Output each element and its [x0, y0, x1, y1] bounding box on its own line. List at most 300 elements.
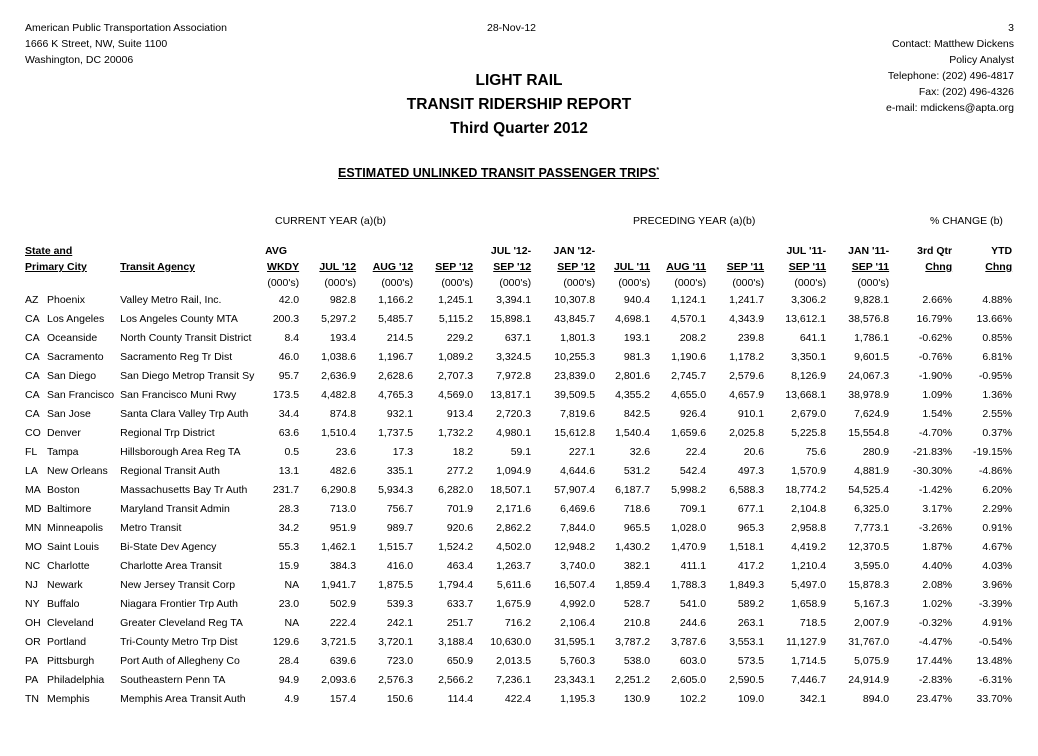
value-cell: 2,171.6 [496, 503, 532, 515]
value-cell: 15,898.1 [490, 313, 532, 325]
value-cell: 15,612.8 [554, 427, 596, 439]
value-cell: 15,878.3 [848, 579, 890, 591]
value-cell: 1,089.2 [438, 351, 474, 363]
table-row [22, 576, 1015, 595]
state-code: CA [25, 408, 40, 420]
value-cell: -30.30% [913, 465, 953, 477]
value-cell: 2,104.8 [791, 503, 827, 515]
value-cell: 1,518.1 [729, 541, 765, 553]
value-cell: 23.0 [278, 598, 300, 610]
city-name: San Jose [47, 408, 91, 420]
value-cell: 3,553.1 [729, 636, 765, 648]
value-cell: 13,817.1 [490, 389, 532, 401]
value-cell: 6,469.6 [560, 503, 596, 515]
state-code: TN [25, 693, 39, 705]
table-row [22, 557, 1015, 576]
value-cell: 3,394.1 [496, 294, 532, 306]
col-state-top: State and [25, 245, 73, 257]
value-cell: 5,225.8 [791, 427, 827, 439]
value-cell: 5,297.2 [321, 313, 357, 325]
city-name: Minneapolis [47, 522, 104, 534]
agency-cell: Santa Clara Valley Trp Auth [120, 408, 249, 420]
value-cell: 3,595.0 [854, 560, 890, 572]
col-state-bottom: Primary City [25, 261, 87, 273]
table-row [22, 614, 1015, 633]
value-cell: 4.9 [284, 693, 300, 705]
org-city: Washington, DC 20006 [25, 54, 134, 66]
value-cell: 102.2 [679, 693, 707, 705]
state-code: PA [25, 674, 39, 686]
table-row [22, 652, 1015, 671]
value-cell: 411.1 [680, 560, 707, 572]
contact-fax: Fax: (202) 496-4326 [918, 86, 1014, 98]
table-subtitle [338, 166, 659, 180]
state-code: CA [25, 332, 40, 344]
value-cell: 17.44% [916, 655, 953, 667]
value-cell: 502.9 [329, 598, 357, 610]
title-line-1: LIGHT RAIL [475, 72, 563, 89]
value-cell: 7,844.0 [560, 522, 596, 534]
value-cell: 1,430.2 [615, 541, 651, 553]
value-cell: 965.5 [623, 522, 651, 534]
value-cell: 7,773.1 [854, 522, 890, 534]
table-row [22, 291, 1015, 310]
city-name: Sacramento [47, 351, 104, 363]
value-cell: 2.29% [982, 503, 1013, 515]
agency-cell: Greater Cleveland Reg TA [120, 617, 243, 629]
state-code: CA [25, 389, 40, 401]
table-row [22, 462, 1015, 481]
value-cell: 1,658.9 [791, 598, 827, 610]
value-cell: 894.0 [862, 693, 890, 705]
agency-cell: Niagara Frontier Trp Auth [120, 598, 239, 610]
value-cell: 39,509.5 [554, 389, 596, 401]
city-name: San Francisco [47, 389, 115, 401]
col-jul11: JUL '11 [613, 261, 651, 273]
value-cell: 3,787.6 [671, 636, 707, 648]
table-row [22, 481, 1015, 500]
city-name: Boston [47, 484, 80, 496]
value-cell: 2.08% [922, 579, 953, 591]
value-cell: 639.6 [329, 655, 357, 667]
value-cell: 17.3 [392, 446, 414, 458]
state-code: PA [25, 655, 39, 667]
value-cell: 5,497.0 [791, 579, 827, 591]
value-cell: 15,554.8 [848, 427, 890, 439]
state-city-cell [22, 576, 117, 595]
value-cell: -0.62% [918, 332, 953, 344]
agency-cell: North County Transit District [120, 332, 252, 344]
value-cell: -4.47% [918, 636, 953, 648]
value-cell: 1,038.6 [321, 351, 357, 363]
value-cell: 2,745.7 [671, 370, 707, 382]
state-city-cell [22, 671, 117, 690]
value-cell: 0.5 [284, 446, 300, 458]
col-ytd11-top: JAN '11- [848, 245, 890, 257]
value-cell: -3.39% [978, 598, 1013, 610]
value-cell: 18,507.1 [490, 484, 532, 496]
value-cell: 2,007.9 [854, 617, 890, 629]
contact-name: Contact: Matthew Dickens [892, 38, 1014, 50]
title-line-2: TRANSIT RIDERSHIP REPORT [406, 96, 632, 113]
value-cell: 6,282.0 [438, 484, 474, 496]
value-cell: 3,306.2 [791, 294, 827, 306]
city-name: Saint Louis [47, 541, 99, 553]
value-cell: 13.1 [278, 465, 300, 477]
value-cell: 4,655.0 [671, 389, 707, 401]
value-cell: 842.5 [623, 408, 651, 420]
state-code: NC [25, 560, 41, 572]
value-cell: 2,093.6 [321, 674, 357, 686]
value-cell: 208.2 [679, 332, 707, 344]
agency-cell: Metro Transit [120, 522, 182, 534]
value-cell: 531.2 [623, 465, 651, 477]
state-city-cell [22, 500, 117, 519]
value-cell: 1,124.1 [671, 294, 707, 306]
value-cell: 1,196.7 [378, 351, 414, 363]
value-cell: 31,595.1 [554, 636, 596, 648]
value-cell: 8.4 [284, 332, 300, 344]
value-cell: 6,588.3 [729, 484, 765, 496]
value-cell: 756.7 [386, 503, 414, 515]
value-cell: 6,290.8 [321, 484, 357, 496]
value-cell: 34.2 [278, 522, 300, 534]
value-cell: -0.54% [978, 636, 1013, 648]
value-cell: 422.4 [504, 693, 532, 705]
value-cell: 1,714.5 [791, 655, 827, 667]
value-cell: 482.6 [329, 465, 357, 477]
value-cell: -4.70% [918, 427, 953, 439]
value-cell: 4.40% [922, 560, 953, 572]
value-cell: 1,263.7 [496, 560, 532, 572]
state-city-cell [22, 348, 117, 367]
value-cell: 1,540.4 [615, 427, 651, 439]
col-q11-bottom: SEP '11 [788, 261, 827, 273]
value-cell: 94.9 [278, 674, 300, 686]
col-jul12: JUL '12 [319, 261, 357, 273]
value-cell: 1,241.7 [729, 294, 765, 306]
value-cell: -4.86% [978, 465, 1013, 477]
title-line-3: Third Quarter 2012 [450, 120, 588, 137]
unit-label: (000's) [857, 277, 890, 289]
city-name: Los Angeles [47, 313, 105, 325]
value-cell: 603.0 [679, 655, 707, 667]
value-cell: 539.3 [386, 598, 414, 610]
state-city-cell [22, 310, 117, 329]
org-address [25, 20, 227, 68]
value-cell: 2,251.2 [615, 674, 651, 686]
value-cell: 23.6 [335, 446, 357, 458]
value-cell: -0.32% [918, 617, 953, 629]
value-cell: 2.55% [982, 408, 1013, 420]
value-cell: 1,166.2 [378, 294, 414, 306]
value-cell: 157.4 [329, 693, 357, 705]
value-cell: 677.1 [737, 503, 765, 515]
value-cell: 1,801.3 [560, 332, 596, 344]
unit-label: (000's) [618, 277, 651, 289]
value-cell: 982.8 [329, 294, 357, 306]
value-cell: 24,914.9 [848, 674, 890, 686]
value-cell: 5,075.9 [854, 655, 890, 667]
value-cell: 416.0 [386, 560, 414, 572]
value-cell: 0.37% [982, 427, 1013, 439]
state-code: CA [25, 351, 40, 363]
state-code: MD [25, 503, 42, 515]
table-row [22, 386, 1015, 405]
value-cell: 2,025.8 [729, 427, 765, 439]
value-cell: 28.3 [278, 503, 300, 515]
state-city-cell [22, 519, 117, 538]
agency-cell: Massachusetts Bay Tr Auth [120, 484, 248, 496]
value-cell: 641.1 [799, 332, 827, 344]
value-cell: 5,760.3 [560, 655, 596, 667]
col-sep12: SEP '12 [435, 261, 474, 273]
org-name: American Public Transportation Association [25, 22, 227, 34]
report-date: 28-Nov-12 [487, 22, 537, 34]
value-cell: 129.6 [272, 636, 300, 648]
state-city-cell [22, 367, 117, 386]
table-row [22, 690, 1015, 709]
state-city-cell [22, 481, 117, 500]
value-cell: 28.4 [278, 655, 300, 667]
value-cell: 1,849.3 [729, 579, 765, 591]
unit-label: (000's) [267, 277, 300, 289]
value-cell: 4.88% [982, 294, 1013, 306]
value-cell: 11,127.9 [786, 636, 827, 648]
value-cell: 32.6 [629, 446, 651, 458]
value-cell: 4,644.6 [560, 465, 596, 477]
unit-label: (000's) [324, 277, 357, 289]
value-cell: 342.1 [799, 693, 827, 705]
value-cell: 7,446.7 [791, 674, 827, 686]
value-cell: 55.3 [278, 541, 300, 553]
value-cell: 63.6 [278, 427, 300, 439]
city-name: Baltimore [47, 503, 92, 515]
agency-cell: Charlotte Area Transit [120, 560, 222, 572]
header-row-1 [22, 243, 1015, 259]
state-city-cell [22, 462, 117, 481]
value-cell: 10,630.0 [490, 636, 532, 648]
state-city-cell [22, 291, 117, 310]
value-cell: 193.1 [623, 332, 651, 344]
value-cell: -21.83% [913, 446, 953, 458]
section-percent-change: % CHANGE (b) [930, 215, 1003, 227]
contact-phone: Telephone: (202) 496-4817 [887, 70, 1014, 82]
org-street: 1666 K Street, NW, Suite 1100 [25, 38, 168, 50]
state-code: NJ [25, 579, 38, 591]
value-cell: 3.96% [982, 579, 1013, 591]
value-cell: 12,370.5 [848, 541, 890, 553]
table-row [22, 310, 1015, 329]
value-cell: 75.6 [805, 446, 827, 458]
value-cell: 920.6 [446, 522, 474, 534]
value-cell: 1,675.9 [496, 598, 532, 610]
value-cell: 1,875.5 [378, 579, 414, 591]
value-cell: 13,612.1 [785, 313, 827, 325]
unit-label: (000's) [674, 277, 707, 289]
value-cell: 33.70% [976, 693, 1013, 705]
value-cell: 463.4 [446, 560, 474, 572]
value-cell: 34.4 [278, 408, 300, 420]
value-cell: 718.5 [799, 617, 827, 629]
col-q12-bottom: SEP '12 [493, 261, 532, 273]
value-cell: 23.47% [916, 693, 953, 705]
value-cell: 951.9 [329, 522, 357, 534]
value-cell: 2,679.0 [791, 408, 827, 420]
value-cell: 4,419.2 [791, 541, 827, 553]
value-cell: 573.5 [737, 655, 765, 667]
page-number: 3 [1008, 22, 1014, 34]
value-cell: 650.9 [446, 655, 474, 667]
value-cell: 1,570.9 [791, 465, 827, 477]
value-cell: 18,774.2 [785, 484, 827, 496]
col-agency: Transit Agency [120, 261, 196, 273]
state-city-cell [22, 690, 117, 709]
state-code: OH [25, 617, 41, 629]
state-code: OR [25, 636, 41, 648]
unit-label: (000's) [794, 277, 827, 289]
table-row [22, 329, 1015, 348]
value-cell: 965.3 [737, 522, 765, 534]
value-cell: 1,794.4 [438, 579, 474, 591]
value-cell: 210.8 [623, 617, 651, 629]
city-name: San Diego [47, 370, 97, 382]
value-cell: 16.79% [916, 313, 953, 325]
state-city-cell [22, 614, 117, 633]
state-code: AZ [25, 294, 39, 306]
value-cell: 251.7 [446, 617, 474, 629]
value-cell: 6.81% [982, 351, 1013, 363]
value-cell: 542.4 [679, 465, 707, 477]
table-row [22, 538, 1015, 557]
value-cell: 5,998.2 [671, 484, 707, 496]
value-cell: 150.6 [386, 693, 414, 705]
value-cell: 701.9 [446, 503, 474, 515]
value-cell: 5,485.7 [378, 313, 414, 325]
value-cell: 173.5 [272, 389, 300, 401]
value-cell: 913.4 [446, 408, 474, 420]
value-cell: 4,355.2 [615, 389, 651, 401]
value-cell: 1.36% [982, 389, 1013, 401]
value-cell: 4,980.1 [496, 427, 532, 439]
value-cell: 7,819.6 [560, 408, 596, 420]
col-ytd12-top: JAN '12- [553, 245, 596, 257]
agency-cell: Tri-County Metro Trp Dist [120, 636, 238, 648]
value-cell: 2,579.6 [729, 370, 765, 382]
value-cell: 109.0 [737, 693, 765, 705]
value-cell: 1.54% [922, 408, 953, 420]
state-city-cell [22, 652, 117, 671]
value-cell: 4,992.0 [560, 598, 596, 610]
value-cell: 589.2 [737, 598, 765, 610]
value-cell: 4,657.9 [729, 389, 765, 401]
value-cell: 16,507.4 [554, 579, 596, 591]
value-cell: 1,094.9 [496, 465, 532, 477]
value-cell: 231.7 [272, 484, 300, 496]
value-cell: 3,324.5 [496, 351, 532, 363]
value-cell: 1.09% [922, 389, 953, 401]
agency-cell: Memphis Area Transit Auth [120, 693, 246, 705]
value-cell: 2,720.3 [496, 408, 532, 420]
value-cell: 541.0 [679, 598, 707, 610]
value-cell: 9,828.1 [854, 294, 890, 306]
value-cell: 1,859.4 [615, 579, 651, 591]
value-cell: 12,948.2 [554, 541, 596, 553]
value-cell: 8,126.9 [791, 370, 827, 382]
value-cell: 244.6 [679, 617, 707, 629]
value-cell: 335.1 [386, 465, 414, 477]
value-cell: 0.85% [982, 332, 1013, 344]
value-cell: 59.1 [510, 446, 532, 458]
section-preceding-year: PRECEDING YEAR (a)(b) [633, 215, 756, 227]
value-cell: 3,740.0 [560, 560, 596, 572]
state-city-cell [22, 443, 117, 462]
value-cell: 709.1 [679, 503, 707, 515]
state-code: CA [25, 313, 40, 325]
value-cell: 2,590.5 [729, 674, 765, 686]
value-cell: 23,343.1 [554, 674, 596, 686]
unit-label: (000's) [441, 277, 474, 289]
value-cell: 9,601.5 [854, 351, 890, 363]
value-cell: 200.3 [272, 313, 300, 325]
agency-cell: Southeastern Penn TA [120, 674, 226, 686]
value-cell: 20.6 [743, 446, 765, 458]
state-code: CO [25, 427, 41, 439]
state-code: CA [25, 370, 40, 382]
value-cell: 1.02% [922, 598, 953, 610]
value-cell: 38,576.8 [848, 313, 890, 325]
section-current-year: CURRENT YEAR (a)(b) [275, 215, 387, 227]
value-cell: 4.03% [982, 560, 1013, 572]
units-row [22, 275, 1015, 291]
value-cell: 981.3 [623, 351, 651, 363]
city-name: Tampa [47, 446, 79, 458]
value-cell: 4,765.3 [378, 389, 414, 401]
value-cell: 193.4 [329, 332, 357, 344]
col-ychg-bottom: Chng [985, 261, 1013, 273]
value-cell: 2,628.6 [378, 370, 414, 382]
value-cell: 4.91% [982, 617, 1013, 629]
report-title [0, 69, 1038, 141]
city-name: Phoenix [47, 294, 85, 306]
state-code: LA [25, 465, 38, 477]
value-cell: 239.8 [737, 332, 765, 344]
contact-email: e-mail: mdickens@apta.org [886, 102, 1014, 114]
value-cell: -1.42% [918, 484, 953, 496]
city-name: Philadelphia [47, 674, 105, 686]
value-cell: 1,028.0 [671, 522, 707, 534]
agency-cell: Port Auth of Allegheny Co [120, 655, 240, 667]
table-row [22, 405, 1015, 424]
state-city-cell [22, 424, 117, 443]
state-city-cell [22, 386, 117, 405]
value-cell: 4,343.9 [729, 313, 765, 325]
value-cell: 417.2 [737, 560, 765, 572]
value-cell: 1,659.6 [671, 427, 707, 439]
agency-cell: Sacramento Reg Tr Dist [120, 351, 233, 363]
value-cell: 6.20% [982, 484, 1013, 496]
city-name: Portland [47, 636, 87, 648]
value-cell: 42.0 [278, 294, 300, 306]
value-cell: 1,178.2 [729, 351, 765, 363]
value-cell: 932.1 [386, 408, 414, 420]
value-cell: 38,978.9 [848, 389, 890, 401]
value-cell: 4,569.0 [438, 389, 474, 401]
value-cell: 242.1 [386, 617, 414, 629]
value-cell: 1,245.1 [438, 294, 474, 306]
value-cell: 528.7 [623, 598, 651, 610]
city-name: Denver [47, 427, 81, 439]
